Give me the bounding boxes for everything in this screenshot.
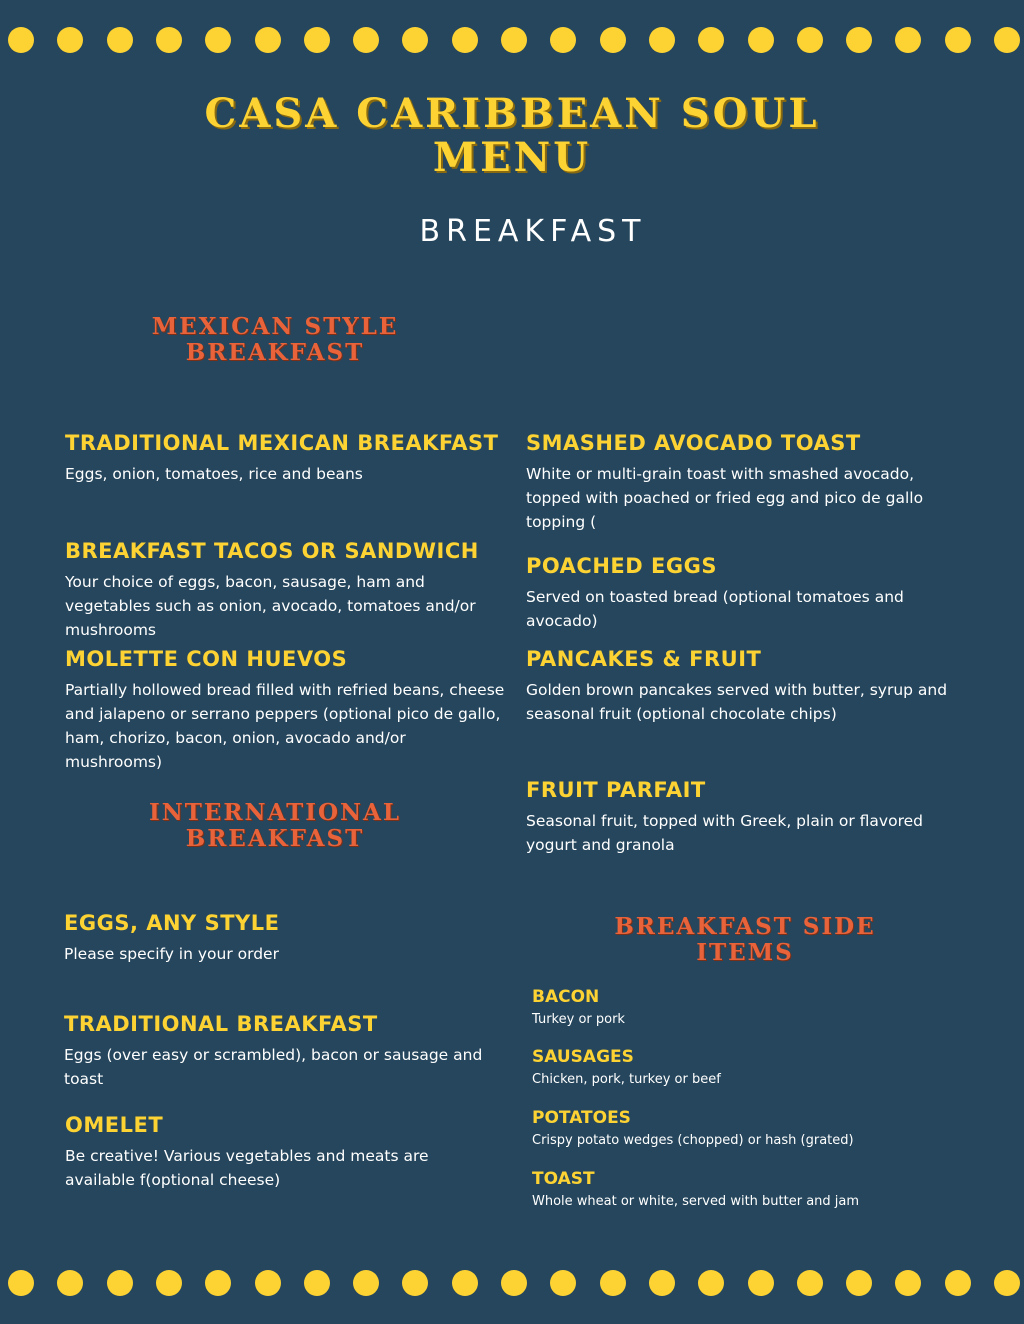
menu-item-description: Served on toasted bread (optional tomatoes and avocado) xyxy=(526,588,904,630)
section-heading-international-line2: BREAKFAST xyxy=(185,825,365,852)
dot-decoration xyxy=(846,27,872,53)
dot-decoration xyxy=(846,1270,872,1296)
dot-decoration xyxy=(748,27,774,53)
menu-item-molette-con-huevos xyxy=(65,646,505,774)
menu-item-name: MOLETTE CON HUEVOS xyxy=(65,647,348,671)
dot-decoration xyxy=(945,27,971,53)
dot-decoration xyxy=(353,1270,379,1296)
side-item-name: SAUSAGES xyxy=(532,1047,634,1067)
side-item-toast xyxy=(532,1168,972,1211)
section-heading-international xyxy=(75,800,475,852)
section-heading-sides-line1: BREAKFAST SIDE xyxy=(614,913,876,940)
dot-decoration xyxy=(156,27,182,53)
menu-item-name: FRUIT PARFAIT xyxy=(526,778,706,802)
menu-item-description: Eggs (over easy or scrambled), bacon or sausage and toast xyxy=(64,1046,483,1088)
menu-subtitle: BREAKFAST xyxy=(419,214,647,249)
menu-title xyxy=(0,92,1024,180)
side-item-description: Crispy potato wedges (chopped) or hash (grated) xyxy=(532,1133,854,1148)
dot-decoration xyxy=(452,1270,478,1296)
dot-decoration xyxy=(600,1270,626,1296)
dot-decoration xyxy=(748,1270,774,1296)
side-item-potatoes xyxy=(532,1107,972,1150)
dot-decoration xyxy=(107,27,133,53)
side-item-name: TOAST xyxy=(532,1169,595,1189)
dot-decoration xyxy=(8,27,34,53)
dot-decoration xyxy=(57,1270,83,1296)
dot-decoration xyxy=(649,1270,675,1296)
section-heading-sides-line2: ITEMS xyxy=(696,939,794,966)
side-item-sausages xyxy=(532,1046,972,1089)
dot-decoration xyxy=(8,1270,34,1296)
menu-title-line2: MENU xyxy=(432,134,592,181)
dot-decoration xyxy=(205,27,231,53)
dot-decoration xyxy=(895,1270,921,1296)
dot-decoration xyxy=(353,27,379,53)
section-heading-international-line1: INTERNATIONAL xyxy=(148,799,402,826)
dot-decoration xyxy=(797,27,823,53)
menu-item-omelet xyxy=(65,1112,495,1192)
menu-item-name: TRADITIONAL BREAKFAST xyxy=(64,1012,378,1036)
dot-decoration xyxy=(698,27,724,53)
section-heading-mexican-line1: MEXICAN STYLE xyxy=(151,313,399,340)
menu-item-description: Partially hollowed bread filled with refried beans, cheese and jalapeno or serrano peppers (optional pico de gallo, ham, chorizo, bacon, onion, avocado and/or mushrooms) xyxy=(65,681,505,771)
dot-decoration xyxy=(895,27,921,53)
dot-decoration xyxy=(797,1270,823,1296)
dot-decoration xyxy=(501,27,527,53)
bottom-dot-border xyxy=(0,1268,1024,1298)
menu-item-name: OMELET xyxy=(65,1113,164,1137)
dot-decoration xyxy=(994,27,1020,53)
menu-title-line1: CASA CARIBBEAN SOUL xyxy=(204,90,820,137)
menu-item-description: Eggs, onion, tomatoes, rice and beans xyxy=(65,465,363,483)
menu-item-name: POACHED EGGS xyxy=(526,554,717,578)
dot-decoration xyxy=(156,1270,182,1296)
dot-decoration xyxy=(205,1270,231,1296)
menu-item-smashed-avocado-toast xyxy=(526,430,966,534)
menu-item-description: Your choice of eggs, bacon, sausage, ham and vegetables such as onion, avocado, tomatoes and/or mushrooms xyxy=(65,573,476,639)
dot-decoration xyxy=(304,1270,330,1296)
section-heading-mexican-line2: BREAKFAST xyxy=(185,339,365,366)
side-item-description: Turkey or pork xyxy=(532,1012,625,1027)
dot-decoration xyxy=(107,1270,133,1296)
menu-item-pancakes-fruit xyxy=(526,646,966,726)
menu-item-description: Golden brown pancakes served with butter, syrup and seasonal fruit (optional chocolate chips) xyxy=(526,681,948,723)
menu-item-name: BREAKFAST TACOS OR SANDWICH xyxy=(65,539,479,563)
side-item-name: BACON xyxy=(532,987,600,1007)
menu-item-description: Be creative! Various vegetables and meats are available f(optional cheese) xyxy=(65,1147,429,1189)
top-dot-border xyxy=(0,25,1024,55)
dot-decoration xyxy=(57,27,83,53)
side-item-description: Whole wheat or white, served with butter and jam xyxy=(532,1194,860,1209)
dot-decoration xyxy=(600,27,626,53)
menu-item-traditional-mexican-breakfast xyxy=(65,430,505,486)
dot-decoration xyxy=(402,1270,428,1296)
menu-item-fruit-parfait xyxy=(526,777,971,857)
dot-decoration xyxy=(649,27,675,53)
dot-decoration xyxy=(550,1270,576,1296)
menu-item-description: Seasonal fruit, topped with Greek, plain or flavored yogurt and granola xyxy=(526,812,923,854)
menu-item-traditional-breakfast xyxy=(64,1011,509,1091)
menu-item-description: Please specify in your order xyxy=(64,945,279,963)
menu-item-name: PANCAKES & FRUIT xyxy=(526,647,762,671)
dot-decoration xyxy=(698,1270,724,1296)
side-item-bacon xyxy=(532,986,972,1029)
dot-decoration xyxy=(255,1270,281,1296)
dot-decoration xyxy=(945,1270,971,1296)
menu-item-poached-eggs xyxy=(526,553,971,633)
side-item-description: Chicken, pork, turkey or beef xyxy=(532,1072,721,1087)
section-heading-sides xyxy=(545,914,945,966)
side-item-name: POTATOES xyxy=(532,1108,631,1128)
menu-item-breakfast-tacos xyxy=(65,538,505,642)
dot-decoration xyxy=(452,27,478,53)
dot-decoration xyxy=(550,27,576,53)
menu-item-description: White or multi-grain toast with smashed avocado, topped with poached or fried egg and pico de gallo topping ( xyxy=(526,465,924,531)
dot-decoration xyxy=(402,27,428,53)
menu-item-name: EGGS, ANY STYLE xyxy=(64,911,280,935)
section-heading-mexican xyxy=(85,314,465,366)
dot-decoration xyxy=(255,27,281,53)
dot-decoration xyxy=(501,1270,527,1296)
menu-item-name: TRADITIONAL MEXICAN BREAKFAST xyxy=(65,431,499,455)
menu-item-eggs-any-style xyxy=(64,910,504,966)
menu-item-name: SMASHED AVOCADO TOAST xyxy=(526,431,861,455)
dot-decoration xyxy=(304,27,330,53)
dot-decoration xyxy=(994,1270,1020,1296)
